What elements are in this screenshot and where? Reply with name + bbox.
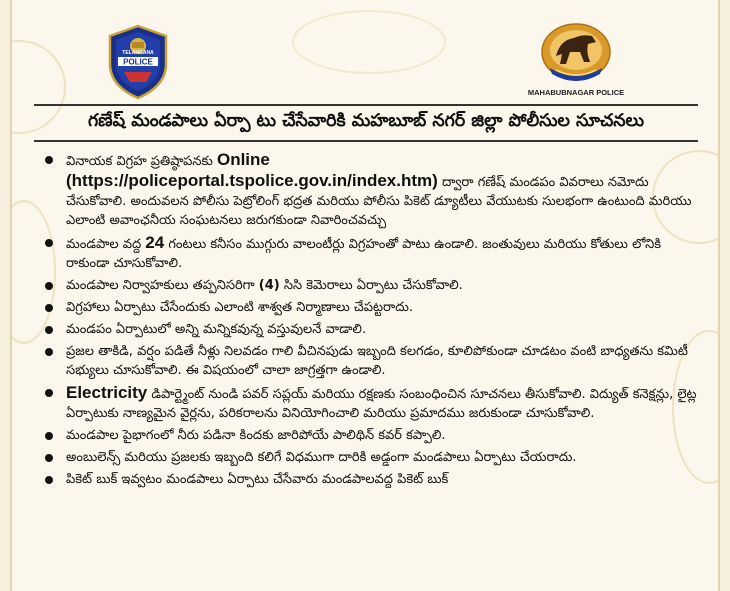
svg-text:TELANGANA: TELANGANA	[122, 50, 154, 56]
header	[12, 0, 718, 102]
list-item: మండపం ఏర్పాటులో అన్ని మన్నికవున్న వస్తువులనే వాడాలి.	[40, 320, 700, 339]
list-item: విగ్రహాలు ఏర్పాటు చేసేందుకు ఎలాంటి శాశ్వత నిర్మాణాలు చేపట్టరాదు.	[40, 298, 700, 317]
notice-page	[10, 0, 720, 591]
portal-url: (https://policeportal.tspolice.gov.in/index.htm)	[66, 171, 438, 190]
horse-emblem-icon	[526, 22, 626, 88]
list-item: అంబులెన్స్ మరియు ప్రజలకు ఇబ్బంది కలిగే విధముగా దారికి అడ్డంగా మండపాలు ఏర్పాటు చేయరాదు.	[40, 448, 700, 467]
instructions-list	[40, 150, 700, 492]
list-item: మండపాల పైభాగంలో నీరు పడినా కిందకు జారిపోయే పాలిథిన్ కవర్ కప్పాలి.	[40, 426, 700, 445]
svg-text:POLICE: POLICE	[123, 57, 153, 67]
police-shield-icon	[106, 24, 170, 100]
mahabubnagar-police-logo	[526, 22, 626, 102]
page-title: గణేష్ మండపాలు ఏర్పా టు చేసేవారికి మహబూబ్ నగర్ జిల్లా పోలీసుల సూచనలు	[34, 104, 698, 142]
online-label: Online	[216, 150, 270, 169]
logo-caption: MAHABUBNAGAR POLICE	[527, 88, 625, 97]
list-item: మండపాల నిర్వాహకులు తప్పనిసరిగా (4) సిసి కెమెరాలు ఏర్పాటు చేసుకోవాలి.	[40, 276, 700, 295]
telangana-police-logo	[106, 24, 170, 100]
list-item: మండపాల వద్ద 24 గంటలు కనీసం ముగ్గురు వాలంటీర్లు విగ్రహంతో పాటు ఉండాలి. జంతువులు మరియు కోతులు లోనికి రాకుండా చూసుకోవాలి.	[40, 233, 700, 273]
list-item: పికెట్ బుక్ ఇవ్వటం మండపాలు ఏర్పాటు చేసేవారు మండపాలవద్ద పికెట్ బుక్	[40, 470, 700, 489]
list-item: ప్రజల తాకిడి, వర్షం పడితే నీళ్లు నిలవడం గాలి వీచినపుడు ఇబ్బంది కలగడం, కూలిపోకుండా చూడటం వంటి బాధ్యతను కమిటీ సభ్యులు చూసుకోవాలి. ఈ విషయంలో చాలా జాగ్రత్తగా ఉండాలి.	[40, 342, 700, 380]
list-item: వినాయక విగ్రహ ప్రతిష్ఠాపనకు Online (https://policeportal.tspolice.gov.in/index.htm) ద్వారా గణేష్ మండపం వివరాలు నమోదు చేసుకోవాలి. అందువలన పోలీసు పెట్రోలింగ్ భద్రత మరియు పోలీసు పికెట్ డ్యూటీలు వేయుటకు సులభంగా ఉంటుంది మరియు ఎలాంటి అవాంఛనీయ సంఘటనలు జరుగకుండా నివారించవచ్చు	[40, 150, 700, 230]
list-item: Electricity డిపార్ట్మెంట్ నుండి పవర్ సప్లయ్ మరియు రక్షణకు సంబంధించిన సూచనలు తీసుకోవాలి. విద్యుత్ కనెక్షన్లు, లైట్ల ఏర్పాటుకు నాణ్యమైన వైర్లను, పరికరాలను వినియోగించాలి మరియు ప్రమాదము జరుకుండా చూసుకోవాలి.	[40, 383, 700, 423]
